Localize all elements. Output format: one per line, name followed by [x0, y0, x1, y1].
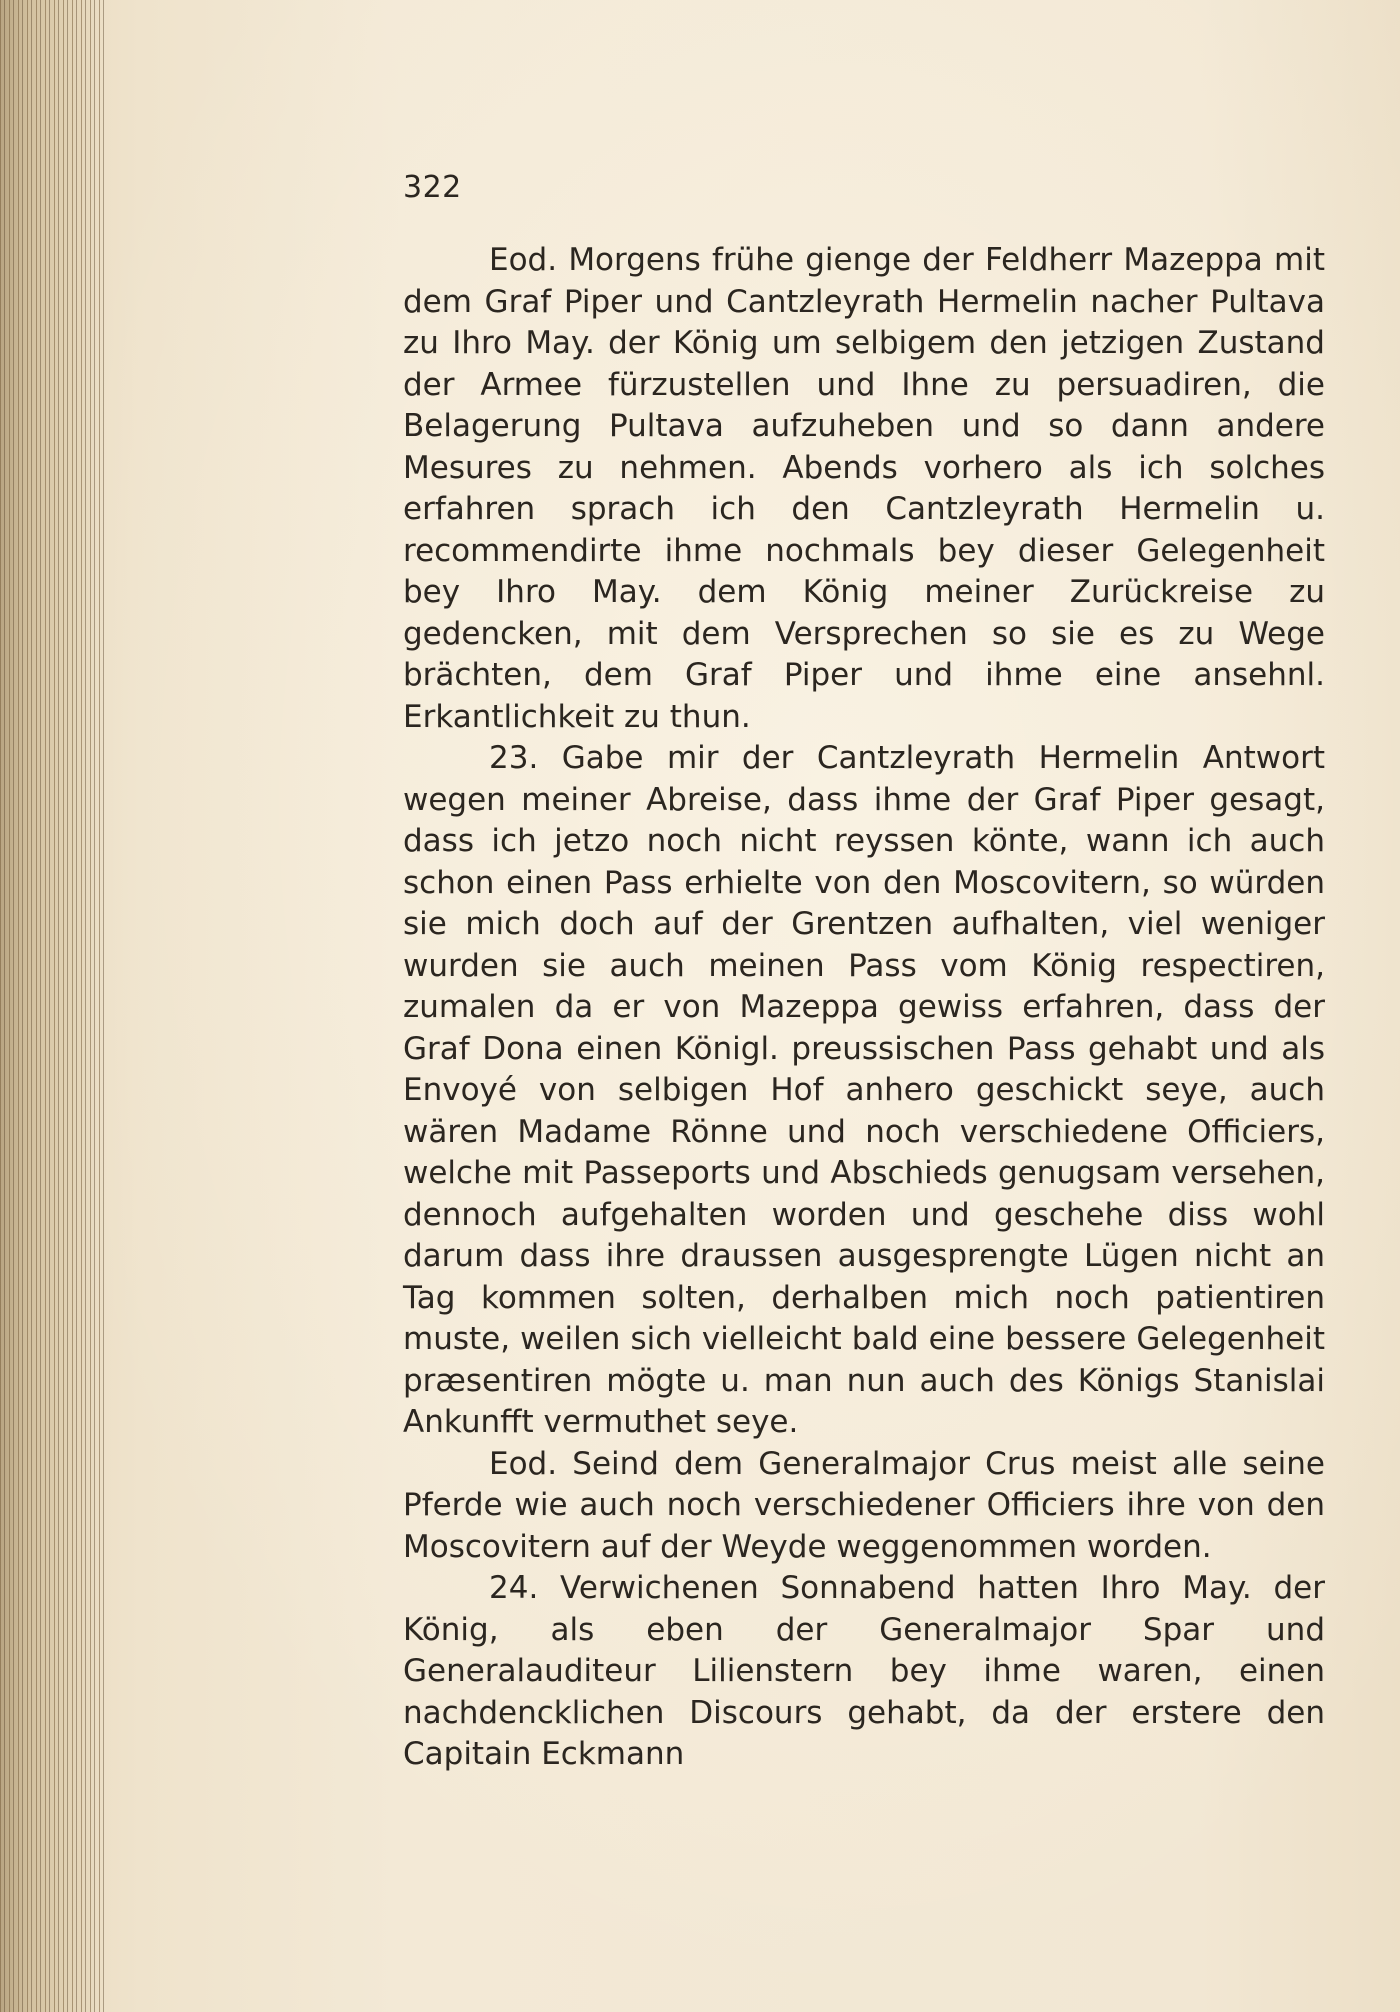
body-text: [403, 240, 1325, 1776]
page-number: 322: [403, 170, 462, 205]
paragraph-3: Eod. Seind dem Generalmajor Crus meist alle seine Pferde wie auch noch verschiedener Officiers ihre von den Moscovitern auf der Weyde weggenommen worden.: [403, 1445, 1325, 1565]
paragraph-4: 24. Verwichenen Sonnabend hatten Ihro May. der König, als eben der Generalmajor Spar und Generalauditeur Lilienstern bey ihme waren, einen nachdencklichen Discours gehabt, da der erstere den Capitain Eckmann: [403, 1570, 1325, 1772]
page-edges: [0, 0, 105, 2012]
paragraph-2: 23. Gabe mir der Cantzleyrath Hermelin Antwort wegen meiner Abreise, dass ihme der Graf Piper gesagt, dass ich jetzo noch nicht reyssen könte, wann ich auch schon einen Pass erhielte von den Moscovitern, so würden sie mich doch auf der Grentzen aufhalten, viel weniger wurden sie auch meinen Pass vom König respectiren, zumalen da er von Mazeppa gewiss erfahren, dass der Graf Dona einen Königl. preussischen Pass gehabt und als Envoyé von selbigen Hof anhero geschickt seye, auch wären Madame Rönne und noch verschiedene Officiers, welche mit Passeports und Abschieds genugsam versehen, dennoch aufgehalten worden und geschehe diss wohl darum dass ihre draussen ausgesprengte Lügen nicht an Tag kommen solten, derhalben mich noch patientiren muste, weilen sich vielleicht bald eine bessere Gelegenheit præsentiren mögte u. man nun auch des Königs Stanislai Ankunfft vermuthet seye.: [403, 740, 1325, 1440]
paragraph-1: Eod. Morgens frühe gienge der Feldherr Mazeppa mit dem Graf Piper und Cantzleyrath Hermelin nacher Pultava zu Ihro May. der König um selbigem den jetzigen Zustand der Armee fürzustellen und Ihne zu persuadiren, die Belagerung Pultava aufzuheben und so dann andere Mesures zu nehmen. Abends vorhero als ich solches erfahren sprach ich den Cantzleyrath Hermelin u. recommendirte ihme nochmals bey dieser Gelegenheit bey Ihro May. dem König meiner Zurückreise zu gedencken, mit dem Versprechen so sie es zu Wege brächten, dem Graf Piper und ihme eine ansehnl. Erkantlichkeit zu thun.: [403, 242, 1325, 735]
